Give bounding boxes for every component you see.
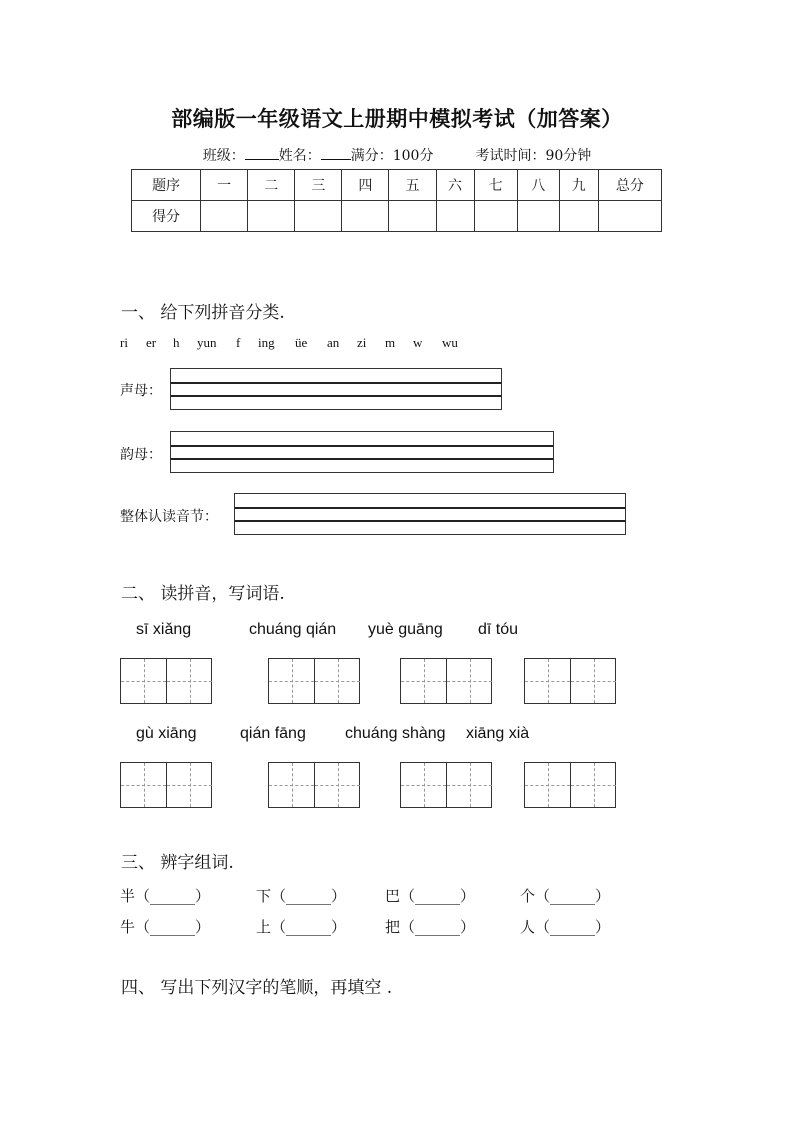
writing-grid[interactable] <box>400 762 492 808</box>
pinyin-word: gù xiāng <box>136 725 197 742</box>
zhengti-answer-lines[interactable] <box>234 493 626 535</box>
writing-grid[interactable] <box>400 658 492 704</box>
pinyin-letter: h <box>173 335 180 350</box>
yunmu-label: 韵母： <box>120 447 162 463</box>
pinyin-letter: wu <box>442 335 458 350</box>
pinyin-letter: f <box>236 335 241 350</box>
score-header-cell: 总分 <box>598 170 661 201</box>
pinyin-letter: er <box>146 335 157 350</box>
section1-heading: 一、 给下列拼音分类. <box>121 303 285 323</box>
writing-grid[interactable] <box>120 762 212 808</box>
char-word-item[interactable]: 半（______） <box>120 887 211 905</box>
score-header-cell: 二 <box>248 170 295 201</box>
writing-grid[interactable] <box>524 762 616 808</box>
shengmu-label: 声母： <box>120 383 162 399</box>
pinyin-letter: w <box>413 335 423 350</box>
score-header-cell: 八 <box>517 170 559 201</box>
full-score-label: 满分：100分 <box>350 148 434 164</box>
shengmu-answer-lines[interactable] <box>170 368 502 410</box>
section4-heading: 四、 写出下列汉字的笔顺，再填空 . <box>121 978 393 998</box>
score-table <box>131 169 662 232</box>
exam-info <box>0 145 794 165</box>
score-header-cell: 四 <box>342 170 389 201</box>
score-cell[interactable] <box>559 201 598 232</box>
section3-heading: 三、 辨字组词. <box>121 853 234 873</box>
score-header-cell: 九 <box>559 170 598 201</box>
class-blank[interactable] <box>245 145 279 160</box>
score-cell[interactable] <box>248 201 295 232</box>
section2-heading: 二、 读拼音，写词语. <box>121 584 285 604</box>
pinyin-letter: m <box>385 335 396 350</box>
pinyin-word: yuè guāng <box>368 621 443 638</box>
score-header-cell: 六 <box>436 170 474 201</box>
char-word-item[interactable]: 个（______） <box>520 887 611 905</box>
score-header-cell: 五 <box>389 170 436 201</box>
pinyin-letter: yun <box>197 335 217 350</box>
score-cell[interactable] <box>201 201 248 232</box>
pinyin-letter: zi <box>357 335 367 350</box>
writing-grid[interactable] <box>120 658 212 704</box>
class-label: 班级： <box>202 148 245 164</box>
score-header-cell: 一 <box>201 170 248 201</box>
name-label: 姓名： <box>278 148 321 164</box>
pinyin-letter: an <box>327 335 340 350</box>
char-word-item[interactable]: 人（______） <box>520 918 611 936</box>
score-cell[interactable] <box>436 201 474 232</box>
score-cell[interactable] <box>517 201 559 232</box>
yunmu-answer-lines[interactable] <box>170 431 554 473</box>
score-cell[interactable] <box>295 201 342 232</box>
char-word-item[interactable]: 牛（______） <box>120 918 211 936</box>
char-word-item[interactable]: 下（______） <box>256 887 347 905</box>
pinyin-word: chuáng shàng <box>345 725 446 742</box>
pinyin-letter: üe <box>295 335 308 350</box>
writing-grid[interactable] <box>268 658 360 704</box>
pinyin-letter: ri <box>120 335 128 350</box>
score-table-header-row <box>132 170 662 201</box>
score-cell[interactable] <box>474 201 517 232</box>
score-table-score-row <box>132 201 662 232</box>
score-row-label: 得分 <box>132 201 201 232</box>
score-cell[interactable] <box>598 201 661 232</box>
writing-grid[interactable] <box>524 658 616 704</box>
pinyin-word: chuáng qián <box>249 621 337 638</box>
writing-grid[interactable] <box>268 762 360 808</box>
pinyin-word: sī xiǎng <box>136 621 192 638</box>
zhengti-label: 整体认读音节： <box>120 509 218 525</box>
char-word-item[interactable]: 巴（______） <box>385 887 476 905</box>
pinyin-word: xiāng xià <box>466 725 530 742</box>
score-header-cell: 七 <box>474 170 517 201</box>
score-header-cell: 三 <box>295 170 342 201</box>
char-word-item[interactable]: 把（______） <box>385 918 476 936</box>
score-cell[interactable] <box>389 201 436 232</box>
pinyin-word: dī tóu <box>478 621 519 638</box>
name-blank[interactable] <box>321 145 351 160</box>
score-header-cell: 题序 <box>132 170 201 201</box>
pinyin-word: qián fāng <box>240 725 306 742</box>
char-word-item[interactable]: 上（______） <box>256 918 347 936</box>
pinyin-letter-list <box>120 335 480 353</box>
score-cell[interactable] <box>342 201 389 232</box>
page-title: 部编版一年级语文上册期中模拟考试（加答案） <box>171 106 623 131</box>
exam-time-label: 考试时间：90分钟 <box>475 148 592 164</box>
pinyin-letter: ing <box>258 335 275 350</box>
